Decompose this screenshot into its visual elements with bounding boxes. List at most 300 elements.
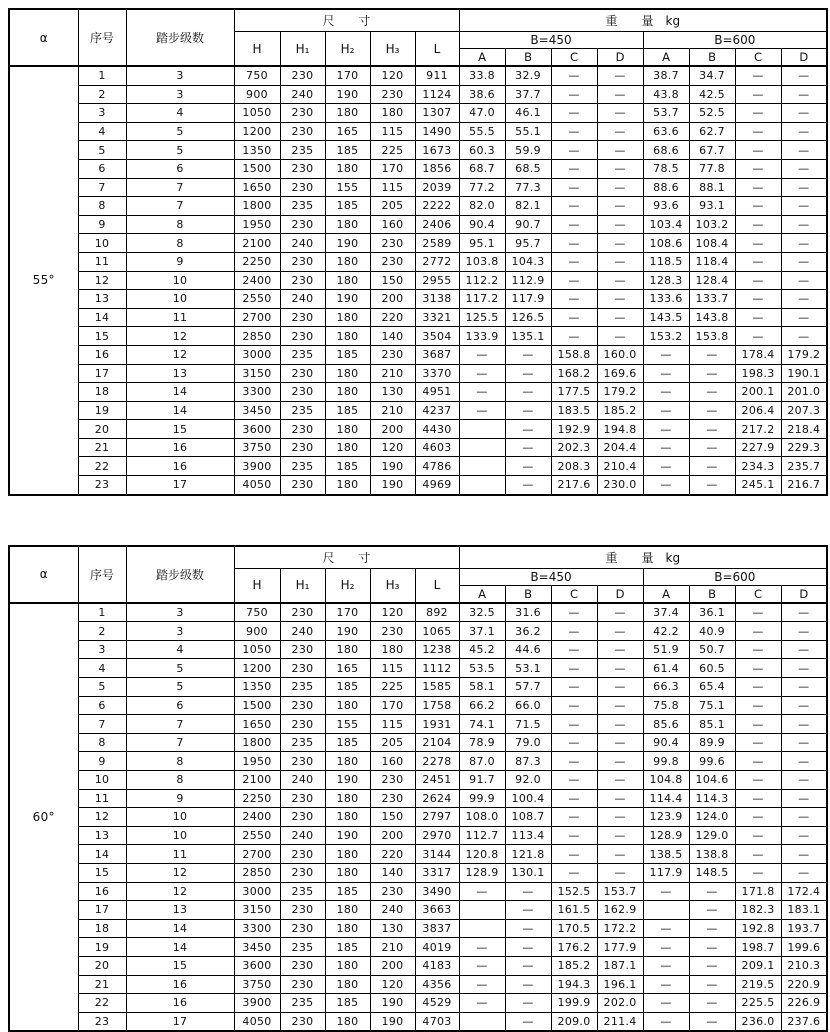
cell-b600-b: 75.1	[689, 696, 735, 715]
col-header-l: L	[415, 568, 459, 603]
table-row	[9, 938, 827, 957]
cell-b450-b: —	[505, 901, 551, 920]
table-row	[9, 401, 827, 420]
cell-h1: 230	[280, 420, 325, 439]
table-row	[9, 271, 827, 290]
cell-b450-d: —	[597, 789, 643, 808]
cell-b450-d: —	[597, 603, 643, 622]
cell-h: 3450	[234, 938, 280, 957]
cell-b450-c: —	[551, 327, 597, 346]
cell-b600-b: 153.8	[689, 327, 735, 346]
cell-h1: 235	[280, 401, 325, 420]
cell-b600-c: —	[735, 197, 781, 216]
cell-h1: 235	[280, 678, 325, 697]
cell-b450-a	[459, 919, 505, 938]
col-header-b450-b: B	[505, 585, 551, 603]
col-header-b600-a: A	[643, 49, 689, 67]
cell-h: 3000	[234, 345, 280, 364]
cell-h3: 200	[370, 956, 415, 975]
cell-h1: 240	[280, 622, 325, 641]
cell-b450-a: 38.6	[459, 85, 505, 104]
cell-b450-b: 104.3	[505, 252, 551, 271]
cell-b600-c: —	[735, 789, 781, 808]
cell-b600-a: 51.9	[643, 640, 689, 659]
table-row	[9, 327, 827, 346]
cell-h: 2100	[234, 771, 280, 790]
cell-b450-d: —	[597, 752, 643, 771]
cell-steps: 3	[126, 85, 234, 104]
cell-l: 4430	[415, 420, 459, 439]
cell-b450-a: —	[459, 383, 505, 402]
cell-b450-a	[459, 457, 505, 476]
cell-b600-c: —	[735, 603, 781, 622]
cell-h1: 230	[280, 1012, 325, 1031]
cell-h2: 185	[325, 733, 370, 752]
cell-b600-b: 42.5	[689, 85, 735, 104]
cell-l: 2970	[415, 826, 459, 845]
cell-b450-d: 230.0	[597, 476, 643, 495]
cell-b450-c: —	[551, 234, 597, 253]
cell-h3: 230	[370, 622, 415, 641]
cell-serial: 1	[78, 603, 126, 622]
cell-b600-c: 234.3	[735, 457, 781, 476]
cell-h2: 185	[325, 457, 370, 476]
cell-b600-d: —	[781, 271, 827, 290]
table-row	[9, 659, 827, 678]
cell-b450-b: —	[505, 401, 551, 420]
cell-b450-d: —	[597, 678, 643, 697]
cell-b600-a: 128.3	[643, 271, 689, 290]
cell-h2: 185	[325, 197, 370, 216]
cell-steps: 7	[126, 197, 234, 216]
cell-h1: 240	[280, 826, 325, 845]
cell-b450-a: 74.1	[459, 715, 505, 734]
cell-l: 1673	[415, 141, 459, 160]
cell-b600-c: —	[735, 845, 781, 864]
cell-b600-b: —	[689, 383, 735, 402]
cell-b450-c: —	[551, 66, 597, 85]
cell-b450-c: 170.5	[551, 919, 597, 938]
cell-b450-d: —	[597, 715, 643, 734]
cell-h3: 190	[370, 1012, 415, 1031]
cell-b450-d: 196.1	[597, 975, 643, 994]
cell-b450-b: —	[505, 994, 551, 1013]
cell-h1: 230	[280, 252, 325, 271]
cell-b450-d: —	[597, 104, 643, 123]
cell-h: 1200	[234, 122, 280, 141]
cell-h: 1800	[234, 197, 280, 216]
cell-b600-d: 216.7	[781, 476, 827, 495]
cell-b450-d: —	[597, 85, 643, 104]
cell-b600-a: —	[643, 919, 689, 938]
cell-h2: 170	[325, 603, 370, 622]
cell-b450-b: 135.1	[505, 327, 551, 346]
cell-h: 3300	[234, 919, 280, 938]
cell-b600-b: 52.5	[689, 104, 735, 123]
cell-b450-c: 168.2	[551, 364, 597, 383]
cell-b600-c: 206.4	[735, 401, 781, 420]
col-header-serial: 序号	[78, 9, 126, 66]
table-row	[9, 234, 827, 253]
cell-steps: 6	[126, 696, 234, 715]
cell-b450-c: —	[551, 678, 597, 697]
cell-l: 2624	[415, 789, 459, 808]
cell-b600-c: —	[735, 678, 781, 697]
cell-serial: 1	[78, 66, 126, 85]
cell-b600-d: 201.0	[781, 383, 827, 402]
cell-b450-b: 32.9	[505, 66, 551, 85]
col-header-b450-d: D	[597, 585, 643, 603]
cell-b450-b: —	[505, 345, 551, 364]
cell-b600-d: —	[781, 845, 827, 864]
cell-b600-d: —	[781, 863, 827, 882]
cell-b450-b: —	[505, 476, 551, 495]
cell-b450-c: —	[551, 863, 597, 882]
cell-serial: 23	[78, 1012, 126, 1031]
cell-b450-b: —	[505, 1012, 551, 1031]
cell-steps: 15	[126, 956, 234, 975]
cell-steps: 17	[126, 1012, 234, 1031]
cell-l: 2222	[415, 197, 459, 216]
col-header-h3: H₃	[370, 568, 415, 603]
cell-b450-c: —	[551, 733, 597, 752]
col-header-l: L	[415, 32, 459, 67]
table-header	[9, 546, 827, 603]
col-header-b450-a: A	[459, 585, 505, 603]
cell-serial: 9	[78, 752, 126, 771]
cell-b450-c: —	[551, 252, 597, 271]
cell-b600-a: 118.5	[643, 252, 689, 271]
cell-h1: 230	[280, 383, 325, 402]
cell-h: 1350	[234, 141, 280, 160]
cell-l: 1490	[415, 122, 459, 141]
cell-b600-c: —	[735, 696, 781, 715]
cell-serial: 10	[78, 771, 126, 790]
cell-steps: 16	[126, 457, 234, 476]
cell-b450-b: 46.1	[505, 104, 551, 123]
cell-b600-a: 103.4	[643, 215, 689, 234]
table-row	[9, 919, 827, 938]
cell-l: 1856	[415, 159, 459, 178]
cell-serial: 14	[78, 308, 126, 327]
cell-h3: 120	[370, 66, 415, 85]
cell-b450-c: —	[551, 640, 597, 659]
cell-h3: 230	[370, 771, 415, 790]
cell-b600-a: 114.4	[643, 789, 689, 808]
cell-b450-c: —	[551, 696, 597, 715]
cell-b600-b: 104.6	[689, 771, 735, 790]
cell-b450-a: 32.5	[459, 603, 505, 622]
cell-steps: 6	[126, 159, 234, 178]
cell-b450-a: 90.4	[459, 215, 505, 234]
cell-b450-a: —	[459, 975, 505, 994]
table-row	[9, 771, 827, 790]
cell-b600-c: —	[735, 141, 781, 160]
table-row	[9, 975, 827, 994]
cell-b450-b: 59.9	[505, 141, 551, 160]
cell-h2: 190	[325, 85, 370, 104]
cell-b450-a: 33.8	[459, 66, 505, 85]
cell-b450-a: 95.1	[459, 234, 505, 253]
cell-b600-c: 225.5	[735, 994, 781, 1013]
cell-b600-d: —	[781, 826, 827, 845]
cell-b450-a: 68.7	[459, 159, 505, 178]
cell-b600-c: —	[735, 159, 781, 178]
cell-b600-b: —	[689, 882, 735, 901]
cell-serial: 6	[78, 696, 126, 715]
cell-b450-a: 87.0	[459, 752, 505, 771]
cell-h2: 180	[325, 104, 370, 123]
col-header-serial: 序号	[78, 546, 126, 603]
cell-b600-d: —	[781, 752, 827, 771]
cell-b600-b: 62.7	[689, 122, 735, 141]
table-row	[9, 290, 827, 309]
cell-b450-d: 202.0	[597, 994, 643, 1013]
cell-b450-d: —	[597, 845, 643, 864]
cell-b600-c: 227.9	[735, 438, 781, 457]
cell-h2: 185	[325, 882, 370, 901]
cell-h1: 235	[280, 938, 325, 957]
cell-h1: 230	[280, 659, 325, 678]
cell-serial: 22	[78, 457, 126, 476]
cell-b600-d: —	[781, 215, 827, 234]
table-row	[9, 696, 827, 715]
table-row	[9, 863, 827, 882]
cell-serial: 17	[78, 364, 126, 383]
cell-b600-a: —	[643, 476, 689, 495]
cell-b450-d: 177.9	[597, 938, 643, 957]
cell-h3: 120	[370, 438, 415, 457]
cell-steps: 12	[126, 345, 234, 364]
cell-b600-a: —	[643, 401, 689, 420]
cell-h3: 150	[370, 808, 415, 827]
cell-b450-d: —	[597, 826, 643, 845]
cell-b450-d: —	[597, 771, 643, 790]
cell-h1: 240	[280, 771, 325, 790]
cell-b450-c: 161.5	[551, 901, 597, 920]
cell-b450-b: 53.1	[505, 659, 551, 678]
cell-b600-d: 199.6	[781, 938, 827, 957]
table-55-body	[9, 66, 827, 495]
cell-b450-a: 82.0	[459, 197, 505, 216]
cell-b450-c: —	[551, 659, 597, 678]
cell-steps: 14	[126, 401, 234, 420]
cell-b450-a	[459, 420, 505, 439]
cell-serial: 10	[78, 234, 126, 253]
cell-b600-a: 90.4	[643, 733, 689, 752]
cell-b450-c: 176.2	[551, 938, 597, 957]
cell-b450-b: —	[505, 383, 551, 402]
spec-table-55	[8, 8, 828, 496]
cell-serial: 19	[78, 938, 126, 957]
cell-h1: 230	[280, 863, 325, 882]
cell-h2: 180	[325, 364, 370, 383]
cell-serial: 21	[78, 975, 126, 994]
cell-h2: 180	[325, 476, 370, 495]
cell-b600-b: 50.7	[689, 640, 735, 659]
cell-b450-a: —	[459, 364, 505, 383]
cell-h1: 235	[280, 197, 325, 216]
cell-b450-d: 172.2	[597, 919, 643, 938]
cell-serial: 5	[78, 678, 126, 697]
alpha-angle-value: 55°	[9, 66, 78, 495]
cell-h1: 230	[280, 919, 325, 938]
cell-steps: 9	[126, 789, 234, 808]
cell-b450-c: 199.9	[551, 994, 597, 1013]
cell-serial: 8	[78, 733, 126, 752]
cell-h: 2100	[234, 234, 280, 253]
cell-h1: 230	[280, 66, 325, 85]
cell-b450-c: —	[551, 622, 597, 641]
cell-b450-b: —	[505, 975, 551, 994]
cell-steps: 8	[126, 234, 234, 253]
cell-b600-a: —	[643, 975, 689, 994]
col-header-h: H	[234, 568, 280, 603]
cell-b600-b: 129.0	[689, 826, 735, 845]
cell-l: 4951	[415, 383, 459, 402]
cell-h3: 210	[370, 364, 415, 383]
cell-h2: 180	[325, 696, 370, 715]
cell-b600-d: —	[781, 327, 827, 346]
table-row	[9, 308, 827, 327]
table-row	[9, 752, 827, 771]
cell-b600-b: —	[689, 975, 735, 994]
cell-steps: 8	[126, 215, 234, 234]
cell-b450-d: 162.9	[597, 901, 643, 920]
table-row	[9, 345, 827, 364]
col-header-b600-d: D	[781, 49, 827, 67]
table-row	[9, 956, 827, 975]
cell-b600-c: —	[735, 640, 781, 659]
table-row	[9, 901, 827, 920]
group-header-b600: B=600	[643, 568, 827, 585]
cell-h: 1350	[234, 678, 280, 697]
cell-h3: 230	[370, 882, 415, 901]
cell-steps: 4	[126, 640, 234, 659]
cell-b600-d: —	[781, 234, 827, 253]
cell-l: 1124	[415, 85, 459, 104]
cell-b600-d: —	[781, 603, 827, 622]
cell-b450-b: —	[505, 457, 551, 476]
table-row	[9, 252, 827, 271]
cell-b600-c: —	[735, 808, 781, 827]
cell-b450-a: 117.2	[459, 290, 505, 309]
cell-b600-d: 207.3	[781, 401, 827, 420]
cell-h: 2400	[234, 808, 280, 827]
cell-b600-d: —	[781, 640, 827, 659]
cell-b600-a: 138.5	[643, 845, 689, 864]
cell-b450-c: —	[551, 808, 597, 827]
cell-b450-a: 58.1	[459, 678, 505, 697]
cell-b450-a: —	[459, 401, 505, 420]
cell-b450-b: 55.1	[505, 122, 551, 141]
table-row	[9, 882, 827, 901]
cell-h1: 230	[280, 178, 325, 197]
cell-b600-c: —	[735, 178, 781, 197]
cell-h1: 230	[280, 975, 325, 994]
col-header-b600-c: C	[735, 585, 781, 603]
col-header-b450-b: B	[505, 49, 551, 67]
cell-h1: 230	[280, 715, 325, 734]
cell-b450-a: 77.2	[459, 178, 505, 197]
table-row	[9, 178, 827, 197]
cell-b600-a: —	[643, 882, 689, 901]
cell-serial: 17	[78, 901, 126, 920]
cell-b600-a: 38.7	[643, 66, 689, 85]
cell-h: 2700	[234, 308, 280, 327]
cell-b600-c: —	[735, 308, 781, 327]
cell-b450-d: 185.2	[597, 401, 643, 420]
cell-h2: 180	[325, 863, 370, 882]
cell-b600-a: 68.6	[643, 141, 689, 160]
cell-h2: 180	[325, 215, 370, 234]
cell-h2: 180	[325, 438, 370, 457]
group-header-b450: B=450	[459, 32, 643, 49]
cell-steps: 5	[126, 141, 234, 160]
cell-b450-c: —	[551, 85, 597, 104]
cell-steps: 3	[126, 603, 234, 622]
cell-b600-d: —	[781, 252, 827, 271]
cell-b450-d: —	[597, 622, 643, 641]
cell-h3: 220	[370, 845, 415, 864]
cell-b450-a: 60.3	[459, 141, 505, 160]
cell-steps: 7	[126, 178, 234, 197]
cell-h3: 115	[370, 178, 415, 197]
cell-h: 3450	[234, 401, 280, 420]
cell-b450-a: 112.2	[459, 271, 505, 290]
cell-b600-a: —	[643, 938, 689, 957]
cell-b450-b: 95.7	[505, 234, 551, 253]
cell-h: 3150	[234, 364, 280, 383]
cell-b600-c: —	[735, 66, 781, 85]
cell-h1: 235	[280, 733, 325, 752]
table-row	[9, 438, 827, 457]
cell-h2: 185	[325, 141, 370, 160]
cell-b450-a: 53.5	[459, 659, 505, 678]
cell-b450-d: —	[597, 696, 643, 715]
cell-h3: 170	[370, 696, 415, 715]
cell-b450-d: —	[597, 659, 643, 678]
cell-h: 1800	[234, 733, 280, 752]
cell-steps: 14	[126, 383, 234, 402]
cell-h1: 230	[280, 271, 325, 290]
cell-l: 2589	[415, 234, 459, 253]
cell-b450-c: 208.3	[551, 457, 597, 476]
cell-h1: 230	[280, 215, 325, 234]
cell-steps: 13	[126, 364, 234, 383]
cell-b600-b: —	[689, 457, 735, 476]
group-header-b600: B=600	[643, 32, 827, 49]
table-row	[9, 122, 827, 141]
cell-b600-d: 226.9	[781, 994, 827, 1013]
cell-h1: 230	[280, 603, 325, 622]
cell-b450-a: —	[459, 938, 505, 957]
cell-b450-b: 79.0	[505, 733, 551, 752]
cell-b600-a: 117.9	[643, 863, 689, 882]
cell-b450-c: 177.5	[551, 383, 597, 402]
cell-h2: 180	[325, 383, 370, 402]
cell-b450-c: —	[551, 771, 597, 790]
cell-serial: 16	[78, 345, 126, 364]
cell-b450-c: —	[551, 603, 597, 622]
cell-b450-b: —	[505, 882, 551, 901]
cell-b600-c: 209.1	[735, 956, 781, 975]
cell-l: 3837	[415, 919, 459, 938]
cell-h1: 230	[280, 438, 325, 457]
cell-b450-c: —	[551, 826, 597, 845]
cell-b450-d: —	[597, 290, 643, 309]
cell-serial: 3	[78, 104, 126, 123]
